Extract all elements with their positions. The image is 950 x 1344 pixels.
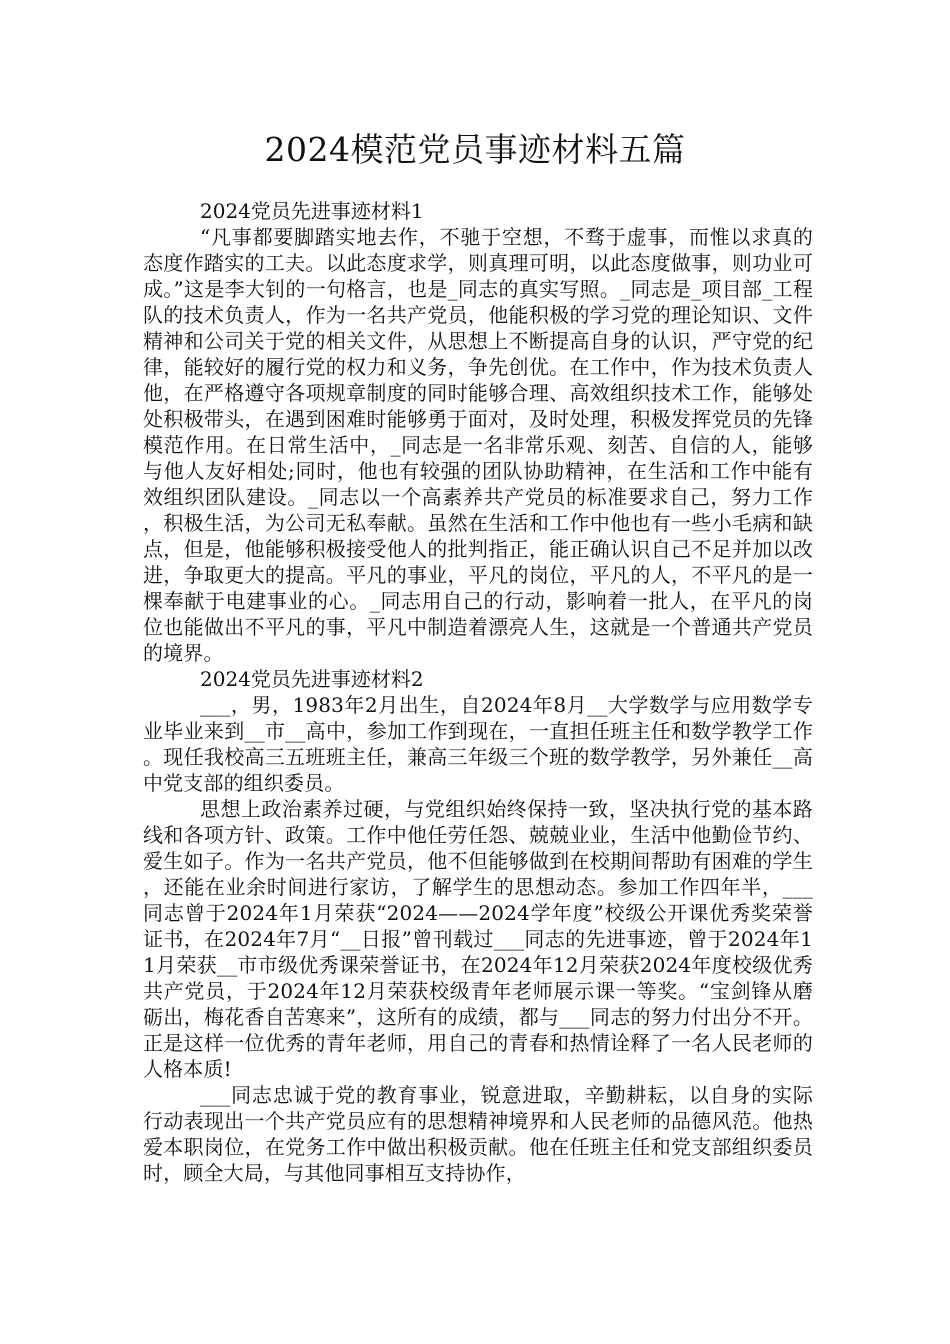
paragraph: “凡事都要脚踏实地去作，不驰于空想，不骛于虚事，而惟以求真的态度作踏实的工夫。以此态度求学，则真理可明，以此态度做事，则功业可成。”这是李大钊的一句格言，也是_同志的真实写照。_同志是_项目部_工程队的技术负责人，作为一名共产党员，他能积极的学习党的理论知识、文件精神和公司关于党的相关文件，从思想上不断提高自身的认识，严守党的纪律，能较好的履行党的权力和义务，争先创优。在工作中，作为技术负责人他，在严格遵守各项规章制度的同时能够合理、高效组织技术工作，能够处处积极带头，在遇到困难时能够勇于面对，及时处理，积极发挥党员的先锋模范作用。在日常生活中，_同志是一名非常乐观、刻苦、自信的人，能够与他人友好相处;同时，他也有较强的团队协助精神，在生活和工作中能有效组织团队建设。_同志以一个高素养共产党员的标准要求自己，努力工作，积极生活，为公司无私奉献。虽然在生活和工作中他也有一些小毛病和缺点，但是，他能够积极接受他人的批判指正，能正确认识自己不足并加以改进，争取更大的提高。平凡的事业，平凡的岗位，平凡的人，不平凡的是一棵奉献于电建事业的心。_同志用自己的行动，影响着一批人，在平凡的岗位也能做出不平凡的事，平凡中制造着漂亮人生，这就是一个普通共产党员的境界。 bbox=[143, 225, 813, 665]
section-2 bbox=[143, 666, 813, 1186]
paragraph: ___同志忠诚于党的教育事业，锐意进取，辛勤耕耘，以自身的实际行动表现出一个共产党员应有的思想精神境界和人民老师的品德风范。他热爱本职岗位，在党务工作中做出积极贡献。他在任班主任和党支部组织委员时，顾全大局，与其他同事相互支持协作， bbox=[143, 1083, 813, 1185]
section-1 bbox=[143, 198, 813, 666]
section-heading: 2024党员先进事迹材料2 bbox=[200, 667, 424, 691]
document-body bbox=[143, 198, 813, 1186]
section-heading: 2024党员先进事迹材料1 bbox=[200, 199, 424, 223]
paragraph: 思想上政治素养过硬，与党组织始终保持一致，坚决执行党的基本路线和各项方针、政策。工作中他任劳任怨、兢兢业业，生活中他勤俭节约、爱生如子。作为一名共产党员，他不但能够做到在校期间帮助有困难的学生，还能在业余时间进行家访，了解学生的思想动态。参加工作四年半，___同志曾于2024年1月荣获“2024——2024学年度”校级公开课优秀奖荣誉证书，在2024年7月“__日报”曾刊载过___同志的先进事迹，曾于2024年11月荣获__市市级优秀课荣誉证书，在2024年12月荣获2024年度校级优秀共产党员，于2024年12月荣获校级青年老师展示课一等奖。“宝剑锋从磨砺出，梅花香自苦寒来”，这所有的成绩，都与___同志的努力付出分不开。正是这样一位优秀的青年老师，用自己的青春和热情诠释了一名人民老师的人格本质! bbox=[143, 797, 813, 1081]
document-title: 2024模范党员事迹材料五篇 bbox=[264, 130, 686, 169]
paragraph: ___，男，1983年2月出生，自2024年8月__大学数学与应用数学专业毕业来到__市__高中，参加工作到现在，一直担任班主任和数学教学工作。现任我校高三五班班主任，兼高三年级三个班的数学教学，另外兼任__高中党支部的组织委员。 bbox=[143, 693, 813, 795]
